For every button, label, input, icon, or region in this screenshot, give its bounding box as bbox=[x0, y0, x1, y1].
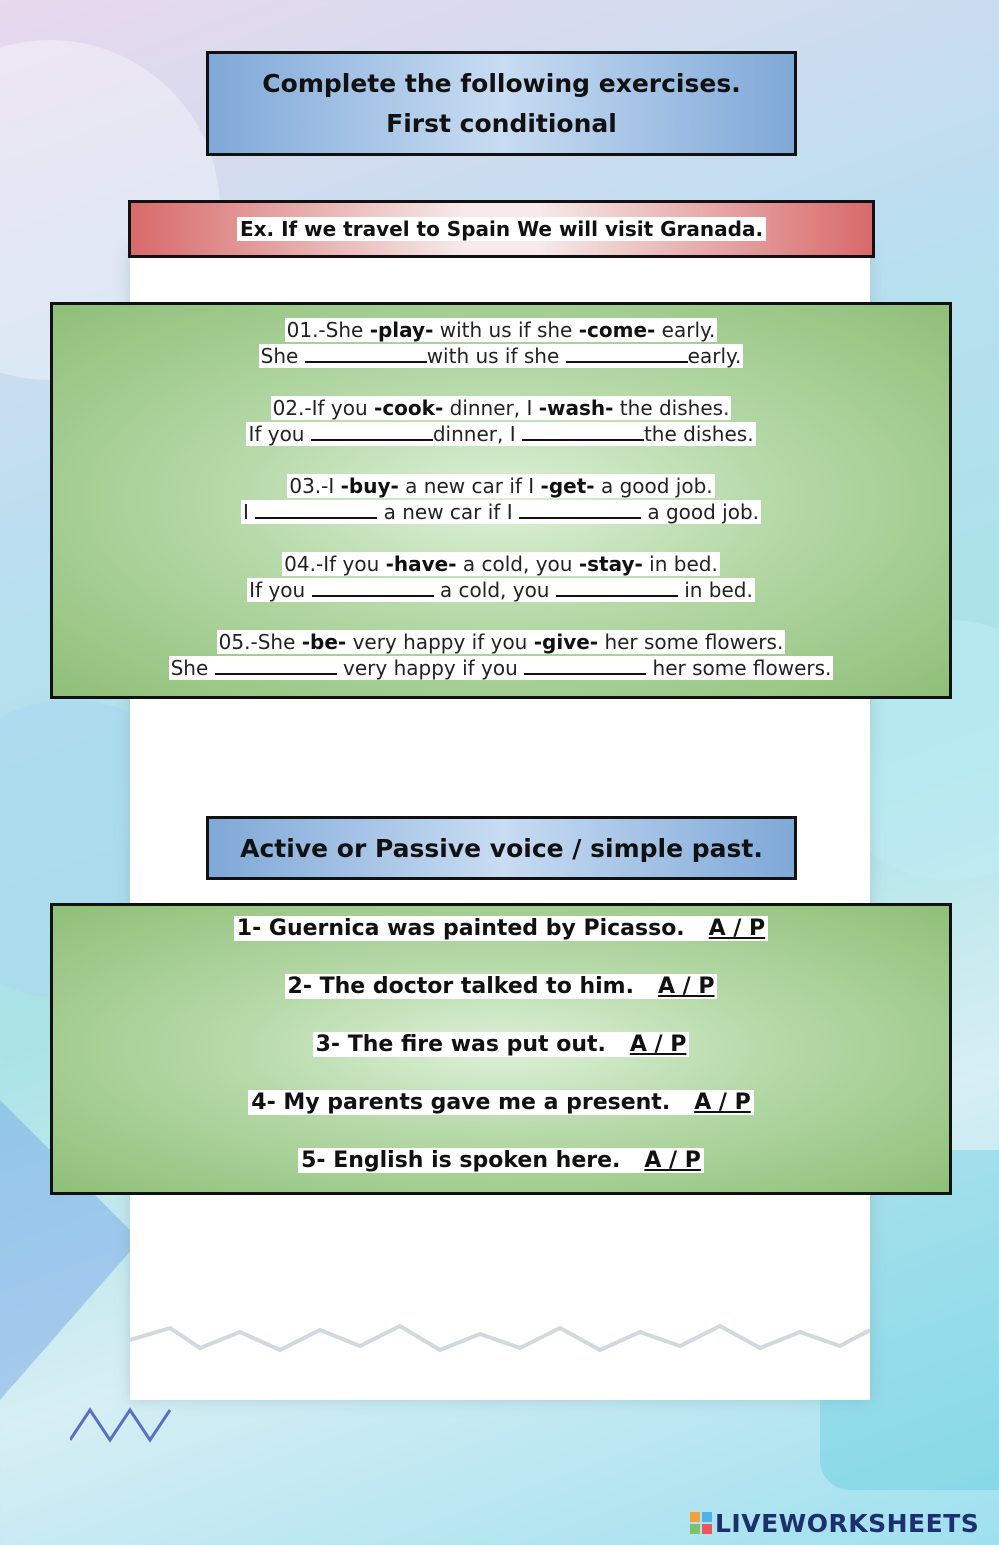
worksheet-title bbox=[206, 51, 797, 156]
answer-blank[interactable] bbox=[311, 421, 433, 441]
background-zigzag bbox=[70, 1400, 190, 1460]
active-passive-choice[interactable]: A / P bbox=[694, 1090, 751, 1115]
exercise-answer-line: She very happy if you her some flowers. bbox=[170, 656, 832, 680]
conditional-exercise-box bbox=[50, 302, 952, 699]
logo-mark-icon bbox=[690, 1512, 712, 1534]
paper-torn-edge bbox=[130, 1320, 870, 1380]
answer-blank[interactable] bbox=[255, 499, 377, 519]
logo-text: LIVEWORKSHEETS bbox=[715, 1508, 980, 1538]
liveworksheets-logo[interactable] bbox=[690, 1508, 979, 1538]
exercise-prompt: 02.-If you -cook- dinner, I -wash- the dishes. bbox=[272, 396, 730, 420]
exercise-prompt: 01.-She -play- with us if she -come- early. bbox=[286, 318, 716, 342]
answer-blank[interactable] bbox=[215, 655, 337, 675]
exercise-answer-line: If you dinner, I the dishes. bbox=[248, 422, 754, 446]
answer-blank[interactable] bbox=[524, 655, 646, 675]
exercise-prompt: 05.-She -be- very happy if you -give- her some flowers. bbox=[218, 630, 784, 654]
answer-blank[interactable] bbox=[556, 577, 678, 597]
answer-blank[interactable] bbox=[305, 343, 427, 363]
active-passive-choice[interactable]: A / P bbox=[708, 916, 766, 941]
active-passive-choice[interactable]: A / P bbox=[629, 1032, 687, 1057]
active-passive-choice[interactable]: A / P bbox=[644, 1148, 701, 1173]
exercise-answer-line: She with us if she early. bbox=[260, 344, 742, 368]
voice-question: 2- The doctor talked to him. A / P bbox=[53, 974, 949, 999]
voice-question: 4- My parents gave me a present. A / P bbox=[53, 1090, 949, 1115]
exercise-answer-line: If you a cold, you in bed. bbox=[249, 578, 753, 602]
example-banner bbox=[128, 200, 875, 258]
answer-blank[interactable] bbox=[312, 577, 434, 597]
example-text: Ex. If we travel to Spain We will visit Granada. bbox=[237, 217, 766, 241]
title-line-2: First conditional bbox=[386, 108, 617, 138]
exercise-answer-line: I a new car if I a good job. bbox=[242, 500, 760, 524]
answer-blank[interactable] bbox=[566, 343, 688, 363]
voice-question: 3- The fire was put out. A / P bbox=[53, 1032, 949, 1057]
voice-question: 1- Guernica was painted by Picasso. A / P bbox=[53, 916, 949, 941]
answer-blank[interactable] bbox=[522, 421, 644, 441]
active-passive-choice[interactable]: A / P bbox=[657, 974, 715, 999]
title-line-1: Complete the following exercises. bbox=[262, 68, 741, 98]
answer-blank[interactable] bbox=[519, 499, 641, 519]
voice-question: 5- English is spoken here. A / P bbox=[53, 1148, 949, 1173]
exercise-prompt: 04.-If you -have- a cold, you -stay- in bed. bbox=[284, 552, 718, 576]
exercise-prompt: 03.-I -buy- a new car if I -get- a good job. bbox=[289, 474, 713, 498]
voice-exercise-box bbox=[50, 903, 952, 1195]
section-title-active-passive: Active or Passive voice / simple past. bbox=[206, 816, 797, 880]
